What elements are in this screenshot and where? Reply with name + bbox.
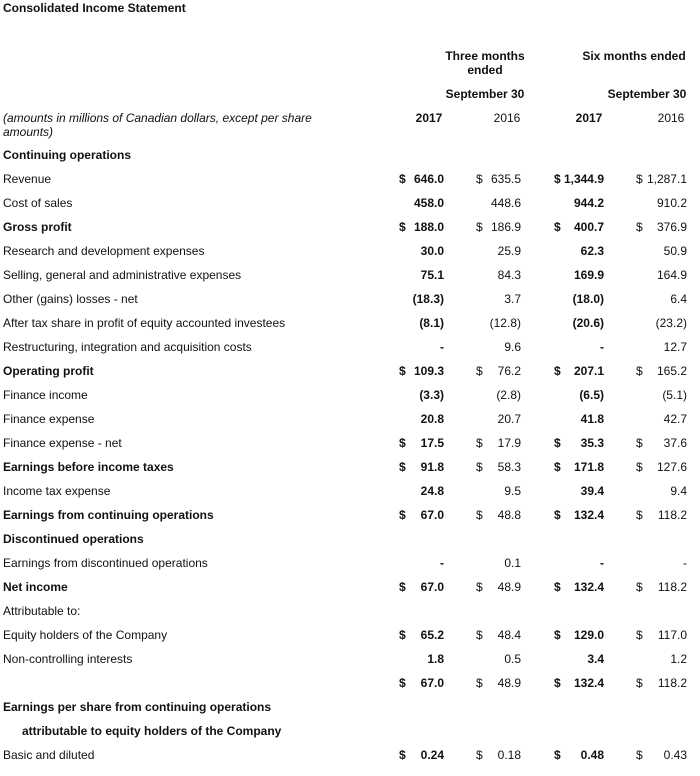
amount: 48.8 — [497, 508, 521, 522]
amounts-note: (amounts in millions of Canadian dollars, except per share amounts) — [3, 111, 312, 139]
value-cell — [476, 460, 521, 476]
table-row — [0, 335, 700, 359]
value-cell — [399, 244, 444, 260]
amount: 58.3 — [497, 460, 521, 474]
value-cell — [636, 652, 687, 668]
header-year-2017-6m: 2017 — [575, 111, 603, 125]
amount: 62.3 — [580, 244, 604, 258]
amount: 9.4 — [670, 484, 687, 498]
amount: 12.7 — [663, 340, 687, 354]
amount: 37.6 — [663, 436, 687, 450]
amount: 109.3 — [413, 364, 444, 378]
amount: 458.0 — [413, 196, 444, 210]
row-label: Other (gains) losses - net — [3, 292, 138, 306]
currency-symbol: $ — [399, 172, 406, 186]
value-cell — [554, 268, 604, 284]
currency-symbol: $ — [476, 460, 483, 474]
value-cell — [399, 460, 444, 476]
table-row — [0, 671, 700, 695]
amount: (8.1) — [419, 316, 444, 330]
value-cell — [399, 652, 444, 668]
table-row — [0, 311, 700, 335]
amount: 25.9 — [497, 244, 521, 258]
header-three-months: Three months ended — [445, 49, 525, 77]
value-cell — [399, 508, 444, 524]
amount: 91.8 — [420, 460, 444, 474]
amount: 39.4 — [580, 484, 604, 498]
value-cell — [476, 412, 521, 428]
row-label: Earnings from continuing operations — [3, 508, 214, 522]
currency-symbol: $ — [476, 628, 483, 642]
currency-symbol: $ — [554, 220, 561, 234]
value-cell — [399, 748, 444, 764]
value-cell — [399, 628, 444, 644]
amount: 118.2 — [657, 508, 687, 522]
value-cell — [554, 676, 604, 692]
amount: 17.9 — [497, 436, 521, 450]
currency-symbol: $ — [399, 628, 406, 642]
table-row — [0, 503, 700, 527]
value-cell — [554, 388, 604, 404]
value-cell — [399, 676, 444, 692]
currency-symbol: $ — [636, 748, 643, 762]
value-cell — [554, 460, 604, 476]
value-cell — [476, 316, 521, 332]
amount: 186.9 — [490, 220, 521, 234]
currency-symbol: $ — [399, 220, 406, 234]
currency-symbol: $ — [476, 436, 483, 450]
value-cell — [399, 292, 444, 308]
value-cell — [554, 196, 604, 212]
amount: - — [600, 340, 604, 354]
row-label: Basic and diluted — [3, 748, 95, 762]
value-cell — [636, 340, 687, 356]
value-cell — [636, 748, 687, 764]
currency-symbol: $ — [554, 436, 561, 450]
amount: 0.5 — [504, 652, 521, 666]
row-label: Equity holders of the Company — [3, 628, 168, 642]
amount: 132.4 — [573, 580, 604, 594]
value-cell — [554, 220, 604, 236]
value-cell — [554, 364, 604, 380]
amount: 0.24 — [420, 748, 444, 762]
row-label: Earnings from discontinued operations — [3, 556, 208, 570]
value-cell — [476, 748, 521, 764]
table-row — [0, 551, 700, 575]
value-cell — [636, 412, 687, 428]
row-label: Selling, general and administrative expenses — [3, 268, 242, 282]
currency-symbol: $ — [399, 508, 406, 522]
table-row — [0, 143, 700, 167]
row-label: attributable to equity holders of the Company — [22, 724, 282, 738]
value-cell — [554, 628, 604, 644]
value-cell — [554, 172, 604, 188]
header-period-end-3m: September 30 — [445, 87, 525, 101]
value-cell — [399, 220, 444, 236]
value-cell — [636, 292, 687, 308]
table-row — [0, 431, 700, 455]
value-cell — [636, 220, 687, 236]
value-cell — [636, 508, 687, 524]
value-cell — [636, 364, 687, 380]
value-cell — [476, 652, 521, 668]
table-row — [0, 383, 700, 407]
amount: 132.4 — [573, 676, 604, 690]
row-label: Finance expense - net — [3, 436, 122, 450]
row-label: Operating profit — [3, 364, 94, 378]
currency-symbol: $ — [476, 364, 483, 378]
value-cell — [399, 172, 444, 188]
amount: 1,287.1 — [646, 172, 687, 186]
value-cell — [636, 580, 687, 596]
statement-title: Consolidated Income Statement — [3, 1, 186, 15]
currency-symbol: $ — [636, 364, 643, 378]
value-cell — [554, 244, 604, 260]
value-cell — [636, 316, 687, 332]
currency-symbol: $ — [554, 676, 561, 690]
header-year-2016-3m: 2016 — [493, 111, 521, 125]
row-label: Net income — [3, 580, 68, 594]
currency-symbol: $ — [554, 460, 561, 474]
currency-symbol: $ — [554, 364, 561, 378]
amount: - — [600, 556, 604, 570]
currency-symbol: $ — [554, 508, 561, 522]
value-cell — [476, 220, 521, 236]
amount: 1.8 — [427, 652, 444, 666]
amount: 910.2 — [656, 196, 687, 210]
row-label: Earnings before income taxes — [3, 460, 174, 474]
currency-symbol: $ — [476, 748, 483, 762]
amount: 24.8 — [420, 484, 444, 498]
amount: 3.7 — [504, 292, 521, 306]
row-label: Discontinued operations — [3, 532, 144, 546]
amount: (18.3) — [412, 292, 444, 306]
value-cell — [476, 292, 521, 308]
value-cell — [554, 316, 604, 332]
value-cell — [554, 580, 604, 596]
row-label: Continuing operations — [3, 148, 131, 162]
value-cell — [399, 388, 444, 404]
value-cell — [554, 556, 604, 572]
value-cell — [554, 508, 604, 524]
amount: 50.9 — [663, 244, 687, 258]
amount: 41.8 — [580, 412, 604, 426]
value-cell — [554, 436, 604, 452]
currency-symbol: $ — [636, 460, 643, 474]
amount: (23.2) — [655, 316, 687, 330]
amount: 42.7 — [663, 412, 687, 426]
amount: 127.6 — [656, 460, 687, 474]
currency-symbol: $ — [554, 172, 561, 186]
amount: 67.0 — [420, 676, 444, 690]
amount: 400.7 — [573, 220, 604, 234]
amount: 67.0 — [420, 580, 444, 594]
amount: 84.3 — [497, 268, 521, 282]
table-row — [0, 239, 700, 263]
value-cell — [399, 340, 444, 356]
amount: 376.9 — [656, 220, 687, 234]
header-year-2016-6m: 2016 — [657, 111, 685, 125]
amount: 646.0 — [413, 172, 444, 186]
amount: 17.5 — [420, 436, 444, 450]
value-cell — [399, 412, 444, 428]
value-cell — [399, 556, 444, 572]
row-label: Revenue — [3, 172, 52, 186]
value-cell — [636, 196, 687, 212]
value-cell — [476, 268, 521, 284]
currency-symbol: $ — [399, 676, 406, 690]
value-cell — [399, 484, 444, 500]
row-label: Research and development expenses — [3, 244, 205, 258]
currency-symbol: $ — [554, 748, 561, 762]
currency-symbol: $ — [399, 748, 406, 762]
table-row — [0, 599, 700, 623]
amount: 48.9 — [497, 676, 521, 690]
row-label: Finance income — [3, 388, 88, 402]
amount: 188.0 — [413, 220, 444, 234]
row-label: Attributable to: — [3, 604, 81, 618]
amount: 117.0 — [657, 628, 687, 642]
row-label: Non-controlling interests — [3, 652, 133, 666]
row-label: Cost of sales — [3, 196, 73, 210]
table-row — [0, 167, 700, 191]
currency-symbol: $ — [636, 436, 643, 450]
amount: 165.2 — [656, 364, 687, 378]
amount: (6.5) — [579, 388, 604, 402]
currency-symbol: $ — [636, 172, 643, 186]
header-six-months: Six months ended — [582, 49, 686, 63]
currency-symbol: $ — [636, 580, 643, 594]
value-cell — [399, 364, 444, 380]
currency-symbol: $ — [636, 508, 643, 522]
amount: 65.2 — [420, 628, 444, 642]
table-row — [0, 527, 700, 551]
value-cell — [476, 484, 521, 500]
amount: (5.1) — [662, 388, 687, 402]
table-row — [0, 695, 700, 719]
amount: (20.6) — [572, 316, 604, 330]
currency-symbol: $ — [476, 172, 483, 186]
row-label: Finance expense — [3, 412, 95, 426]
currency-symbol: $ — [476, 676, 483, 690]
value-cell — [636, 268, 687, 284]
currency-symbol: $ — [636, 628, 643, 642]
value-cell — [476, 676, 521, 692]
amount: 75.1 — [420, 268, 444, 282]
amount: (2.8) — [496, 388, 521, 402]
currency-symbol: $ — [399, 364, 406, 378]
value-cell — [636, 172, 687, 188]
amount: 164.9 — [656, 268, 687, 282]
amount: 48.4 — [497, 628, 521, 642]
amount: 35.3 — [580, 436, 604, 450]
value-cell — [554, 292, 604, 308]
value-cell — [476, 172, 521, 188]
value-cell — [636, 484, 687, 500]
header-year-2017-3m: 2017 — [415, 111, 443, 125]
table-row — [0, 647, 700, 671]
amount: 30.0 — [420, 244, 444, 258]
amount: 9.5 — [504, 484, 521, 498]
table-row — [0, 479, 700, 503]
value-cell — [476, 196, 521, 212]
table-row — [0, 263, 700, 287]
row-label: Income tax expense — [3, 484, 111, 498]
currency-symbol: $ — [636, 220, 643, 234]
amount: - — [440, 556, 444, 570]
value-cell — [476, 580, 521, 596]
amount: 20.7 — [497, 412, 521, 426]
amount: (3.3) — [419, 388, 444, 402]
amount: 129.0 — [573, 628, 604, 642]
amount: 1,344.9 — [563, 172, 604, 186]
currency-symbol: $ — [554, 628, 561, 642]
amount: 171.8 — [573, 460, 604, 474]
amount: 635.5 — [490, 172, 521, 186]
amount: 0.1 — [504, 556, 521, 570]
table-row — [0, 191, 700, 215]
value-cell — [399, 436, 444, 452]
currency-symbol: $ — [554, 580, 561, 594]
amount: 20.8 — [420, 412, 444, 426]
currency-symbol: $ — [399, 580, 406, 594]
value-cell — [554, 412, 604, 428]
value-cell — [636, 244, 687, 260]
value-cell — [476, 340, 521, 356]
amount: 3.4 — [587, 652, 604, 666]
table-row — [0, 215, 700, 239]
table-row — [0, 359, 700, 383]
currency-symbol: $ — [399, 436, 406, 450]
amount: 67.0 — [420, 508, 444, 522]
amount: 76.2 — [497, 364, 521, 378]
value-cell — [636, 436, 687, 452]
value-cell — [636, 676, 687, 692]
amount: 944.2 — [573, 196, 604, 210]
value-cell — [476, 628, 521, 644]
value-cell — [399, 268, 444, 284]
value-cell — [636, 388, 687, 404]
value-cell — [476, 244, 521, 260]
amount: - — [440, 340, 444, 354]
value-cell — [476, 364, 521, 380]
value-cell — [554, 484, 604, 500]
table-row — [0, 623, 700, 647]
header-period-end-6m: September 30 — [607, 87, 687, 101]
amount: 0.18 — [497, 748, 521, 762]
value-cell — [554, 340, 604, 356]
value-cell — [636, 628, 687, 644]
amount: 118.2 — [657, 676, 687, 690]
row-label: Earnings per share from continuing operations — [3, 700, 272, 714]
amount: 48.9 — [497, 580, 521, 594]
value-cell — [399, 316, 444, 332]
currency-symbol: $ — [636, 676, 643, 690]
value-cell — [399, 196, 444, 212]
amount: (12.8) — [489, 316, 521, 330]
value-cell — [476, 556, 521, 572]
table-row — [0, 719, 700, 743]
table-row — [0, 575, 700, 599]
table-row — [0, 407, 700, 431]
table-row — [0, 287, 700, 311]
row-label: Restructuring, integration and acquisition costs — [3, 340, 252, 354]
amount: - — [683, 556, 687, 570]
row-label: Gross profit — [3, 220, 72, 234]
currency-symbol: $ — [476, 580, 483, 594]
table-row — [0, 743, 700, 767]
amount: 9.6 — [504, 340, 521, 354]
amount: 118.2 — [657, 580, 687, 594]
amount: 169.9 — [573, 268, 604, 282]
currency-symbol: $ — [476, 508, 483, 522]
row-label: After tax share in profit of equity accounted investees — [3, 316, 286, 330]
value-cell — [476, 388, 521, 404]
value-cell — [399, 580, 444, 596]
value-cell — [554, 652, 604, 668]
amount: 1.2 — [670, 652, 687, 666]
table-row — [0, 455, 700, 479]
value-cell — [476, 436, 521, 452]
amount: 6.4 — [670, 292, 687, 306]
amount: 132.4 — [573, 508, 604, 522]
amount: (18.0) — [572, 292, 604, 306]
value-cell — [476, 508, 521, 524]
value-cell — [554, 748, 604, 764]
value-cell — [636, 460, 687, 476]
currency-symbol: $ — [476, 220, 483, 234]
amount: 0.43 — [663, 748, 687, 762]
amount: 207.1 — [573, 364, 604, 378]
amount: 0.48 — [580, 748, 604, 762]
currency-symbol: $ — [399, 460, 406, 474]
amount: 448.6 — [490, 196, 521, 210]
value-cell — [636, 556, 687, 572]
